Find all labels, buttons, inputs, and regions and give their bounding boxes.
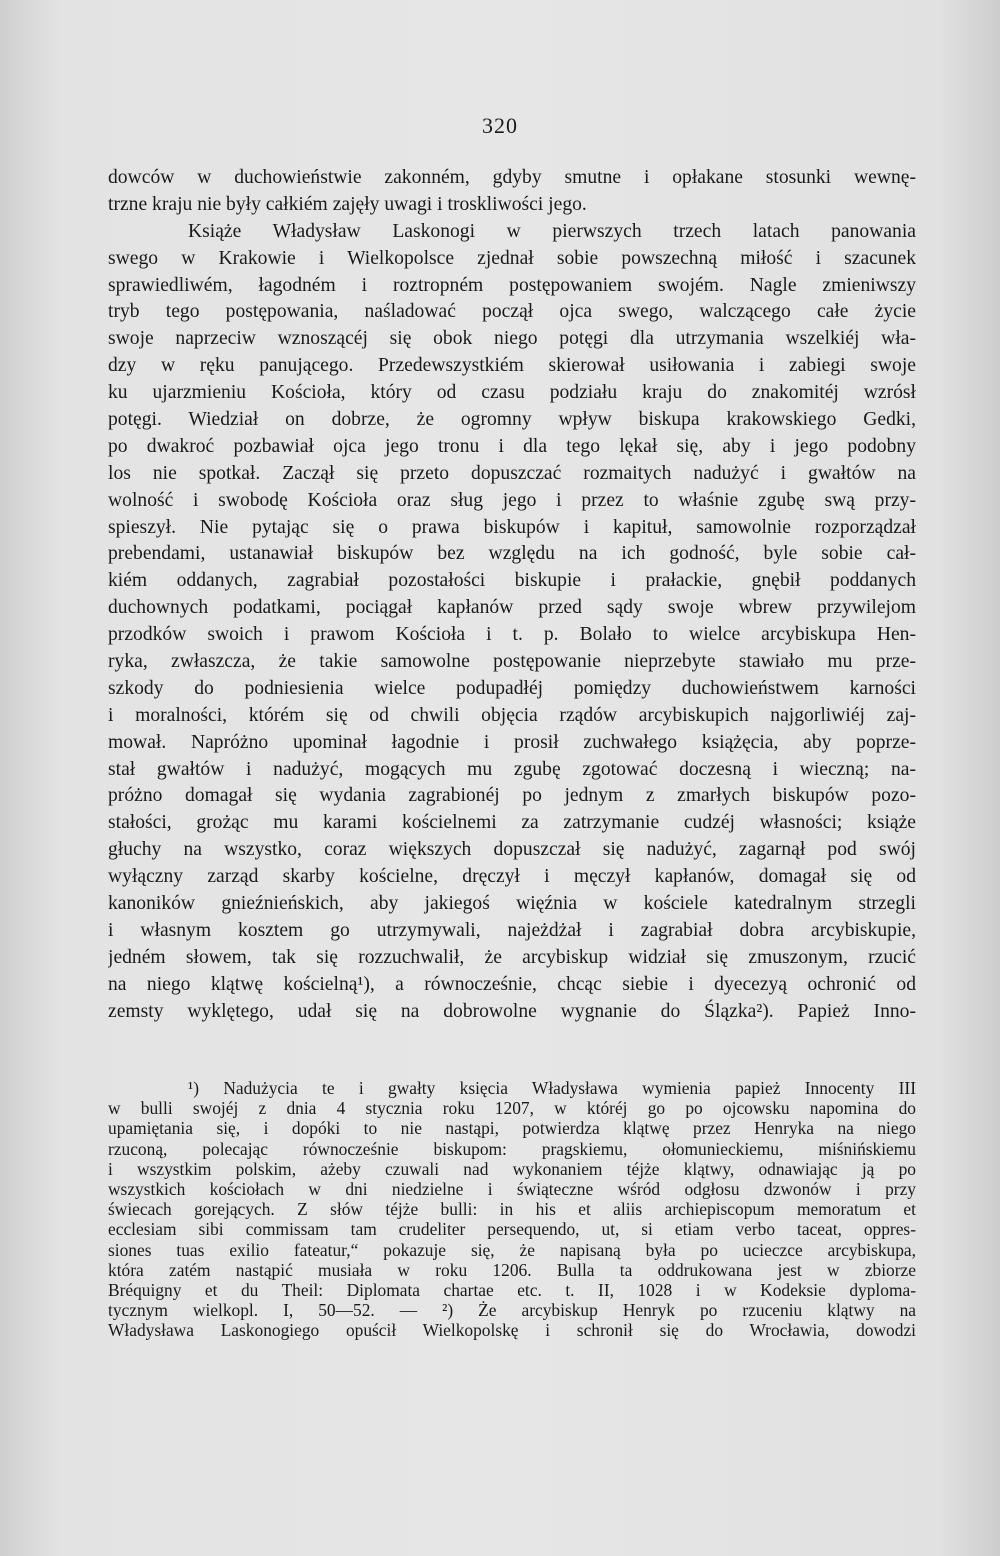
footnotes [108, 1078, 916, 1340]
text-line: dowców w duchowieństwie zakonném, gdyby smutne i opłakane stosunki wewnę- [108, 167, 916, 188]
text-line: Książe Władysław Laskonogi w pierwszych trzech latach panowania [188, 220, 916, 242]
footnote-line: Bréquigny et du Theil: Diplomata chartae etc. t. II, 1028 i w Kodeksie dyploma- [108, 1279, 916, 1300]
footnote-line: świecach gorejących. Z słów téjże bulli: in his et aliis archiepiscopum memoratum et [108, 1199, 916, 1220]
footnote-line: rzuconą, polecając równocześnie biskupom: pragskiemu, ołomunieckiemu, miśnińskiemu [108, 1138, 916, 1159]
text-line: swoje naprzeciw wznoszącéj się obok niego potęgi dla utrzymania wszelkiéj wła- [108, 328, 916, 350]
text-line: szkody do podniesienia wielce podupadłéj pomiędzy duchowieństwem karności [108, 677, 916, 699]
text-line: wyłączny zarząd skarby kościelne, dręczył i męczył kapłanów, domagał się od [108, 866, 916, 888]
footnote-line: która zatém nastąpić musiała w roku 1206. Bulla ta oddrukowana jest w zbiorze [108, 1259, 916, 1280]
footnote-line: upamiętania się, i dopóki to nie nastąpi, potwierdza klątwę przez Henryka na niego [108, 1118, 916, 1139]
page-number: 320 [482, 113, 518, 138]
footnote-line: Władysława Laskonogiego opuścił Wielkopolskę i schronił się do Wrocławia, dowodzi [108, 1320, 916, 1341]
text-line: przodków swoich i prawom Kościoła i t. p. Bolało to wielce arcybiskupa Hen- [108, 624, 916, 646]
text-line: mował. Napróżno upominał łagodnie i prosił zuchwałego książęcia, aby poprze- [108, 731, 916, 753]
footnote-line: i wszystkim polskim, ażeby czuwali nad wykonaniem téjże klątwy, odnawiając ją po [108, 1158, 916, 1179]
text-line: zemsty wyklętego, udał się na dobrowolne wygnanie do Ślązka²). Papież Inno- [108, 1000, 916, 1022]
text-line: na niego klątwę kościelną¹), a równocześnie, chcąc siebie i dyecezyą ochronić od [108, 973, 916, 995]
text-line: swego w Krakowie i Wielkopolsce zjednał sobie powszechną miłość i szacunek [108, 247, 916, 269]
text-line: tryb tego postępowania, naśladować począł ojca swego, walczącego całe życie [108, 301, 916, 323]
text-line: duchownych podatkami, pociągał kapłanów przed sądy swoje wbrew przywilejom [108, 597, 916, 619]
footnote-line: ecclesiam sibi commissam tam crudeliter persequendo, ut, si etiam verbo taceat, oppres- [108, 1219, 916, 1240]
footnote-line: wszystkich kościołach w dni niedzielne i świąteczne wśród odgłosu dzwonów i przy [108, 1178, 916, 1199]
text-line: i moralności, którém się od chwili objęcia rządów arcybiskupich najgorliwiéj zaj- [108, 704, 916, 726]
text-line: dzy w ręku panującego. Przedewszystkiém skierował usiłowania i zabiegi swoje [108, 355, 916, 377]
text-line: po dwakroć pozbawiał ojca jego tronu i dla tego lękał się, aby i jego podobny [108, 435, 916, 457]
text-line: głuchy na wszystko, coraz większych dopuszczał się nadużyć, zagarnął pod swój [108, 839, 916, 861]
text-line: kanoników gnieźnieńskich, aby jakiegoś więźnia w kościele katedralnym strzegli [108, 893, 916, 915]
text-line: trzne kraju nie były całkiém zajęły uwagi i troskliwości jego. [108, 193, 587, 215]
main-text [108, 165, 916, 1026]
text-line: jedném słowem, tak się rozzuchwalił, że arcybiskup widział się zmuszonym, rzucić [108, 946, 916, 968]
text-line: wolność i swobodę Kościoła oraz sług jego i przez to właśnie zgubę swą przy- [108, 489, 916, 511]
footnote-line: siones tuas exilio fateatur,“ pokazuje się, że napisaną była po ucieczce arcybiskupa, [108, 1239, 916, 1260]
text-line: sprawiedliwém, łagodném i roztropném postępowaniem swojém. Nagle zmieniwszy [108, 274, 916, 296]
text-line: ku ujarzmieniu Kościoła, który od czasu podziału kraju do znakomitéj wzrósł [108, 382, 916, 404]
footnote-line: w bulli swojéj z dnia 4 stycznia roku 1207, w któréj go po ojcowsku napomina do [108, 1098, 916, 1119]
text-line: próżno domagał się wydania zagrabionéj po jednym z zmarłych biskupów pozo- [108, 785, 916, 807]
text-line: ryka, zwłaszcza, że takie samowolne postępowanie nieprzebyte stawiało mu prze- [108, 651, 916, 673]
text-line: prebendami, ustanawiał biskupów bez względu na ich godność, byle sobie cał- [108, 543, 916, 565]
text-line: kiém oddanych, zagrabiał pozostałości biskupie i prałackie, gnębił poddanych [108, 570, 916, 592]
text-line: los nie spotkał. Zaczął się przeto dopuszczać rozmaitych nadużyć i gwałtów na [108, 462, 916, 484]
text-line: i własnym kosztem go utrzymywali, najeżdżał i zagrabiał dobra arcybiskupie, [108, 919, 916, 941]
text-line: stałości, grożąc mu karami kościelnemi za zatrzymanie cudzéj własności; książe [108, 812, 916, 834]
text-line: stał gwałtów i nadużyć, mogących mu zgubę zgotować doczesną i wieczną; na- [108, 758, 916, 780]
text-line: potęgi. Wiedział on dobrze, że ogromny wpływ biskupa krakowskiego Gedki, [108, 409, 916, 431]
text-line: spieszył. Nie pytając się o prawa biskupów i kapituł, samowolnie rozporządzał [108, 516, 916, 538]
footnote-line: ¹) Nadużycia te i gwałty księcia Władysława wymienia papież Innocenty III [188, 1078, 916, 1098]
footnote-line: tycznym wielkopl. I, 50—52. — ²) Że arcybiskup Henryk po rzuceniu klątwy na [108, 1300, 916, 1321]
